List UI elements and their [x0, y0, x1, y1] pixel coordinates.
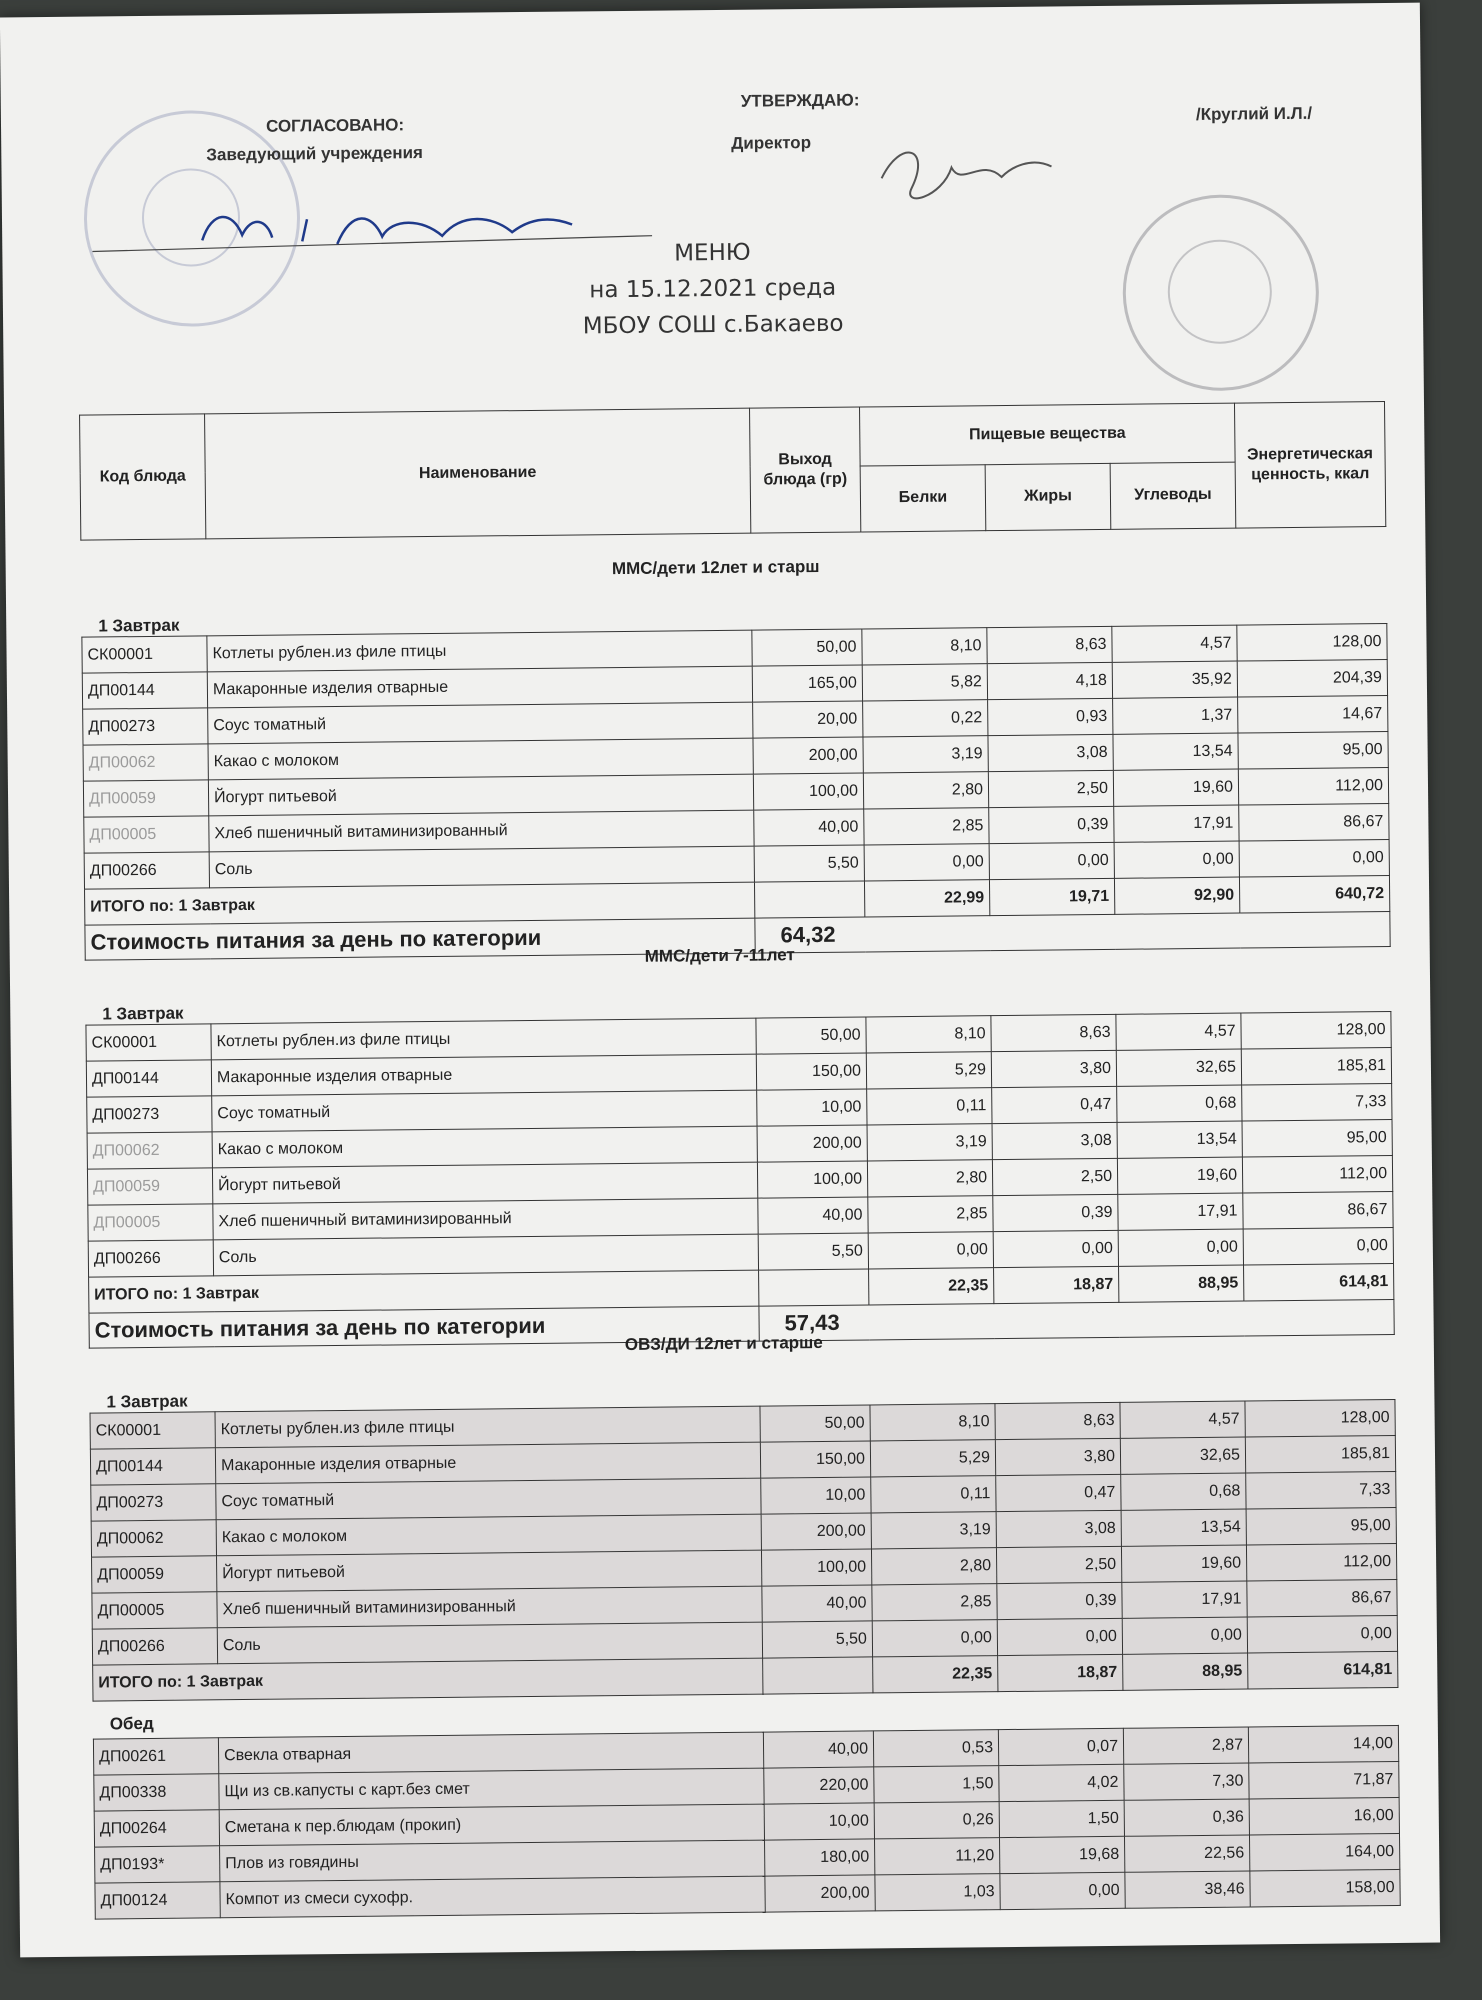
cell-code: ДП00144 — [86, 1060, 211, 1097]
cell-protein: 0,00 — [872, 1620, 997, 1657]
cell-code: ДП00005 — [92, 1592, 217, 1629]
cell-name: Котлеты рублен.из филе птицы — [207, 630, 752, 672]
cell-yield: 165,00 — [752, 665, 862, 702]
cell-name: Йогурт питьевой — [212, 1162, 757, 1204]
cell-protein: 0,00 — [868, 1232, 993, 1269]
cell-energy: 95,00 — [1238, 731, 1388, 769]
menu-title-school: МБОУ СОШ с.Бакаево — [582, 310, 844, 340]
cost-label: Стоимость питания за день по категории — [89, 1306, 759, 1348]
cell-energy: 204,39 — [1237, 659, 1387, 697]
cell-code: ДП00266 — [92, 1628, 217, 1665]
cell-energy: 112,00 — [1246, 1543, 1396, 1581]
category-caption: ММС/дети 12лет и старш — [611, 556, 820, 579]
cell-code: ДП00059 — [92, 1556, 217, 1593]
cell-yield: 5,50 — [758, 1233, 868, 1270]
cell-fat: 8,63 — [987, 626, 1112, 663]
cell-yield: 10,00 — [757, 1089, 867, 1126]
cell-protein: 3,19 — [863, 736, 988, 773]
approve-role: Директор — [731, 133, 812, 153]
cell-name: Котлеты рублен.из филе птицы — [211, 1018, 756, 1060]
cost-label: Стоимость питания за день по категории — [85, 918, 755, 960]
cell-protein: 0,22 — [863, 700, 988, 737]
cell-fat: 0,07 — [998, 1728, 1123, 1765]
cell-protein: 8,10 — [870, 1404, 995, 1441]
cell-protein: 2,80 — [863, 772, 988, 809]
cell-carbs: 4,57 — [1120, 1401, 1245, 1438]
cell-carbs: 1,37 — [1113, 697, 1238, 734]
cell-yield: 200,00 — [761, 1513, 871, 1550]
cell-yield: 100,00 — [753, 773, 863, 810]
cell-name: Соль — [213, 1234, 758, 1276]
category-caption: ОВЗ/ДИ 12лет и старше — [624, 1332, 823, 1355]
cell-fat: 19,68 — [999, 1836, 1124, 1873]
cell-name: Свекла отварная — [218, 1732, 763, 1774]
cell-energy: 164,00 — [1249, 1833, 1399, 1871]
total-value: 640,72 — [1239, 875, 1389, 913]
total-value: 22,99 — [864, 880, 989, 917]
cell-code: СК00001 — [86, 1024, 211, 1061]
cell-code: ДП0193* — [95, 1846, 220, 1883]
cell-energy: 0,00 — [1247, 1615, 1397, 1653]
cell-name: Какао с молоком — [212, 1126, 757, 1168]
cell-fat: 3,08 — [996, 1510, 1121, 1547]
cell-code: ДП00144 — [82, 672, 207, 709]
cell-carbs: 4,57 — [1116, 1013, 1241, 1050]
cell-fat: 2,50 — [996, 1546, 1121, 1583]
cell-fat: 2,50 — [992, 1158, 1117, 1195]
cell-name: Макаронные изделия отварные — [211, 1054, 756, 1096]
cell-name: Соус томатный — [208, 702, 753, 744]
menu-table — [93, 1725, 1401, 1920]
cell-code: СК00001 — [90, 1412, 215, 1449]
agreed-label: СОГЛАСОВАНО: — [265, 115, 405, 136]
cell-carbs: 32,65 — [1116, 1049, 1241, 1086]
cost-value: 57,43 — [759, 1299, 1394, 1341]
director-name: /Круглий И.Л./ — [1195, 103, 1313, 124]
total-label: ИТОГО по: 1 Завтрак — [89, 1270, 759, 1313]
cell-carbs: 0,00 — [1118, 1229, 1243, 1266]
cell-carbs: 7,30 — [1124, 1763, 1249, 1800]
cell-name: Макаронные изделия отварные — [215, 1442, 760, 1484]
total-value: 92,90 — [1114, 877, 1239, 914]
cell-fat: 3,80 — [991, 1050, 1116, 1087]
total-label: ИТОГО по: 1 Завтрак — [93, 1658, 763, 1701]
cell-yield: 10,00 — [761, 1477, 871, 1514]
cell-yield: 200,00 — [765, 1875, 875, 1912]
cell-yield: 40,00 — [754, 809, 864, 846]
cell-carbs: 17,91 — [1118, 1193, 1243, 1230]
menu-table — [85, 1011, 1394, 1349]
cell-protein: 8,10 — [866, 1016, 991, 1053]
cell-protein: 5,29 — [866, 1052, 991, 1089]
cell-energy: 71,87 — [1249, 1761, 1399, 1799]
cell-energy: 95,00 — [1246, 1507, 1396, 1545]
cell-yield: 20,00 — [753, 701, 863, 738]
col-energy: Энергетическая ценность, ккал — [1235, 402, 1386, 529]
cell-fat: 0,39 — [997, 1582, 1122, 1619]
cell-name: Компот из смеси сухофр. — [220, 1876, 765, 1918]
cell-energy: 7,33 — [1246, 1471, 1396, 1509]
cell-yield: 5,50 — [754, 845, 864, 882]
cell-yield: 220,00 — [764, 1767, 874, 1804]
cell-yield: 50,00 — [760, 1405, 870, 1442]
cell-energy: 7,33 — [1242, 1083, 1392, 1121]
menu-table — [81, 623, 1390, 961]
cell-protein: 8,10 — [862, 628, 987, 665]
cell-code: ДП00005 — [88, 1204, 213, 1241]
cell-yield: 40,00 — [763, 1731, 873, 1768]
total-value: 19,71 — [989, 878, 1114, 915]
cell-name: Хлеб пшеничный витаминизированный — [213, 1198, 758, 1240]
cell-code: ДП00266 — [88, 1240, 213, 1277]
cell-yield: 100,00 — [757, 1161, 867, 1198]
cell-protein: 0,53 — [873, 1730, 998, 1767]
cell-yield: 100,00 — [761, 1549, 871, 1586]
cell-fat: 1,50 — [999, 1800, 1124, 1837]
cell-name: Какао с молоком — [216, 1514, 761, 1556]
cell-carbs: 19,60 — [1121, 1545, 1246, 1582]
cell-energy: 14,00 — [1248, 1725, 1398, 1763]
menu-title-line1: МЕНЮ — [673, 239, 751, 267]
cell-carbs: 19,60 — [1117, 1157, 1242, 1194]
cell-code: ДП00273 — [83, 708, 208, 745]
cell-protein: 1,03 — [875, 1874, 1000, 1911]
cell-carbs: 13,54 — [1113, 733, 1238, 770]
cell-name: Плов из говядины — [220, 1840, 765, 1882]
cell-yield: 150,00 — [756, 1053, 866, 1090]
cell-name: Соус томатный — [212, 1090, 757, 1132]
cell-fat: 0,00 — [993, 1230, 1118, 1267]
cell-energy: 112,00 — [1242, 1155, 1392, 1193]
total-label: ИТОГО по: 1 Завтрак — [85, 882, 755, 925]
category-caption: ММС/дети 7-11лет — [644, 945, 795, 966]
cell-protein: 2,80 — [867, 1160, 992, 1197]
cell-protein: 1,50 — [874, 1766, 999, 1803]
cell-name: Хлеб пшеничный витаминизированный — [217, 1586, 762, 1628]
cell-energy: 185,81 — [1241, 1047, 1391, 1085]
menu-title — [2, 228, 1423, 351]
total-value: 22,35 — [873, 1656, 998, 1693]
cell-carbs: 13,54 — [1117, 1121, 1242, 1158]
cell-carbs: 22,56 — [1124, 1835, 1249, 1872]
cell-protein: 2,85 — [872, 1584, 997, 1621]
menu-table — [89, 1399, 1398, 1702]
cell-fat: 0,00 — [997, 1618, 1122, 1655]
menu-title-date: на 15.12.2021 среда — [589, 274, 837, 304]
cell-energy: 86,67 — [1247, 1579, 1397, 1617]
cell-energy: 86,67 — [1239, 803, 1389, 841]
cell-code: ДП00062 — [91, 1520, 216, 1557]
cell-protein: 3,19 — [867, 1124, 992, 1161]
cell-protein: 5,29 — [870, 1440, 995, 1477]
cell-carbs: 13,54 — [1121, 1509, 1246, 1546]
cell-yield: 150,00 — [760, 1441, 870, 1478]
col-yield: Выход блюда (гр) — [750, 407, 861, 533]
cell-energy: 0,00 — [1243, 1227, 1393, 1265]
meal-label: Обед — [109, 1713, 154, 1734]
cell-fat: 0,93 — [988, 698, 1113, 735]
cell-name: Соль — [209, 846, 754, 888]
cell-fat: 4,02 — [999, 1764, 1124, 1801]
cell-name: Йогурт питьевой — [217, 1550, 762, 1592]
cell-fat: 4,18 — [987, 662, 1112, 699]
cell-carbs: 2,87 — [1123, 1727, 1248, 1764]
total-yield-empty — [763, 1657, 873, 1694]
cell-code: ДП00266 — [84, 852, 209, 889]
cell-carbs: 0,68 — [1121, 1473, 1246, 1510]
total-value: 22,35 — [869, 1268, 994, 1305]
cell-name: Соль — [217, 1622, 762, 1664]
cell-fat: 0,39 — [993, 1194, 1118, 1231]
cell-yield: 200,00 — [757, 1125, 867, 1162]
cell-fat: 0,00 — [989, 842, 1114, 879]
cell-energy: 16,00 — [1249, 1797, 1399, 1835]
total-value: 88,95 — [1123, 1653, 1248, 1690]
cell-name: Хлеб пшеничный витаминизированный — [209, 810, 754, 852]
cell-protein: 11,20 — [875, 1838, 1000, 1875]
cell-carbs: 0,00 — [1122, 1617, 1247, 1654]
cell-protein: 2,85 — [868, 1196, 993, 1233]
cell-energy: 14,67 — [1238, 695, 1388, 733]
cell-code: ДП00273 — [87, 1096, 212, 1133]
cell-energy: 128,00 — [1241, 1011, 1391, 1049]
cell-energy: 112,00 — [1238, 767, 1388, 805]
cell-energy: 185,81 — [1245, 1435, 1395, 1473]
cell-yield: 50,00 — [752, 629, 862, 666]
cell-carbs: 19,60 — [1113, 769, 1238, 806]
cell-fat: 8,63 — [995, 1402, 1120, 1439]
cell-fat: 3,08 — [992, 1122, 1117, 1159]
cell-yield: 200,00 — [753, 737, 863, 774]
cell-yield: 10,00 — [764, 1803, 874, 1840]
cell-energy: 128,00 — [1245, 1399, 1395, 1437]
cell-protein: 0,26 — [874, 1802, 999, 1839]
meal-label: 1 Завтрак — [106, 1391, 188, 1412]
cell-energy: 95,00 — [1242, 1119, 1392, 1157]
cell-yield: 180,00 — [765, 1839, 875, 1876]
director-signature — [861, 126, 1062, 228]
cell-energy: 158,00 — [1250, 1869, 1400, 1907]
cell-fat: 3,80 — [995, 1438, 1120, 1475]
cell-protein: 5,82 — [862, 664, 987, 701]
cell-carbs: 32,65 — [1120, 1437, 1245, 1474]
meal-label: 1 Завтрак — [98, 615, 180, 636]
cell-fat: 0,00 — [1000, 1872, 1125, 1909]
approve-label: УТВЕРЖДАЮ: — [740, 90, 860, 111]
total-value: 614,81 — [1244, 1263, 1394, 1301]
cell-code: ДП00062 — [87, 1132, 212, 1169]
cell-carbs: 38,46 — [1125, 1871, 1250, 1908]
cell-protein: 0,11 — [871, 1476, 996, 1513]
cell-energy: 0,00 — [1239, 839, 1389, 877]
cost-value: 64,32 — [755, 911, 1390, 953]
cell-carbs: 0,00 — [1114, 841, 1239, 878]
cell-code: ДП00144 — [90, 1448, 215, 1485]
cell-fat: 3,08 — [988, 734, 1113, 771]
menu-document — [0, 3, 1440, 1958]
col-fat: Жиры — [985, 463, 1111, 530]
cell-yield: 40,00 — [758, 1197, 868, 1234]
cell-carbs: 35,92 — [1112, 661, 1237, 698]
col-protein: Белки — [860, 465, 986, 532]
total-value: 18,87 — [998, 1654, 1123, 1691]
meal-label: 1 Завтрак — [102, 1003, 184, 1024]
cell-name: Йогурт питьевой — [208, 774, 753, 816]
cell-code: ДП00261 — [93, 1738, 218, 1775]
agreed-role: Заведующий учреждения — [206, 143, 424, 165]
col-carbs: Углеводы — [1110, 462, 1236, 529]
cell-yield: 40,00 — [762, 1585, 872, 1622]
cell-protein: 0,00 — [864, 844, 989, 881]
cell-code: СК00001 — [82, 636, 207, 673]
cell-carbs: 4,57 — [1112, 625, 1237, 662]
cell-energy: 128,00 — [1237, 623, 1387, 661]
cell-energy: 86,67 — [1243, 1191, 1393, 1229]
cell-name: Щи из св.капусты с карт.без смет — [219, 1768, 764, 1810]
cell-code: ДП00124 — [95, 1882, 220, 1919]
cell-code: ДП00062 — [83, 744, 208, 781]
cell-name: Котлеты рублен.из филе птицы — [215, 1406, 760, 1448]
cell-code: ДП00059 — [87, 1168, 212, 1205]
cell-carbs: 17,91 — [1114, 805, 1239, 842]
cell-code: ДП00273 — [91, 1484, 216, 1521]
cell-name: Соус томатный — [216, 1478, 761, 1520]
cell-code: ДП00338 — [94, 1774, 219, 1811]
cell-code: ДП00059 — [83, 780, 208, 817]
total-value: 614,81 — [1248, 1651, 1398, 1689]
header-table — [79, 401, 1386, 541]
cell-protein: 0,11 — [867, 1088, 992, 1125]
cell-fat: 2,50 — [988, 770, 1113, 807]
cell-carbs: 0,36 — [1124, 1799, 1249, 1836]
cell-fat: 8,63 — [991, 1014, 1116, 1051]
cell-fat: 0,47 — [992, 1086, 1117, 1123]
total-value: 88,95 — [1119, 1265, 1244, 1302]
cell-name: Какао с молоком — [208, 738, 753, 780]
cell-fat: 0,47 — [996, 1474, 1121, 1511]
cell-fat: 0,39 — [989, 806, 1114, 843]
cell-yield: 5,50 — [762, 1621, 872, 1658]
cell-protein: 3,19 — [871, 1512, 996, 1549]
cell-yield: 50,00 — [756, 1017, 866, 1054]
col-name: Наименование — [205, 408, 751, 539]
total-value: 18,87 — [994, 1266, 1119, 1303]
cell-code: ДП00005 — [84, 816, 209, 853]
col-code: Код блюда — [80, 414, 206, 540]
total-yield-empty — [754, 881, 864, 918]
cell-name: Сметана к пер.блюдам (прокип) — [219, 1804, 764, 1846]
cell-carbs: 0,68 — [1117, 1085, 1242, 1122]
cell-name: Макаронные изделия отварные — [207, 666, 752, 708]
col-nutrients: Пищевые вещества — [860, 403, 1236, 466]
cell-protein: 2,80 — [871, 1548, 996, 1585]
cell-carbs: 17,91 — [1122, 1581, 1247, 1618]
total-yield-empty — [759, 1269, 869, 1306]
cell-protein: 2,85 — [864, 808, 989, 845]
cell-code: ДП00264 — [94, 1810, 219, 1847]
